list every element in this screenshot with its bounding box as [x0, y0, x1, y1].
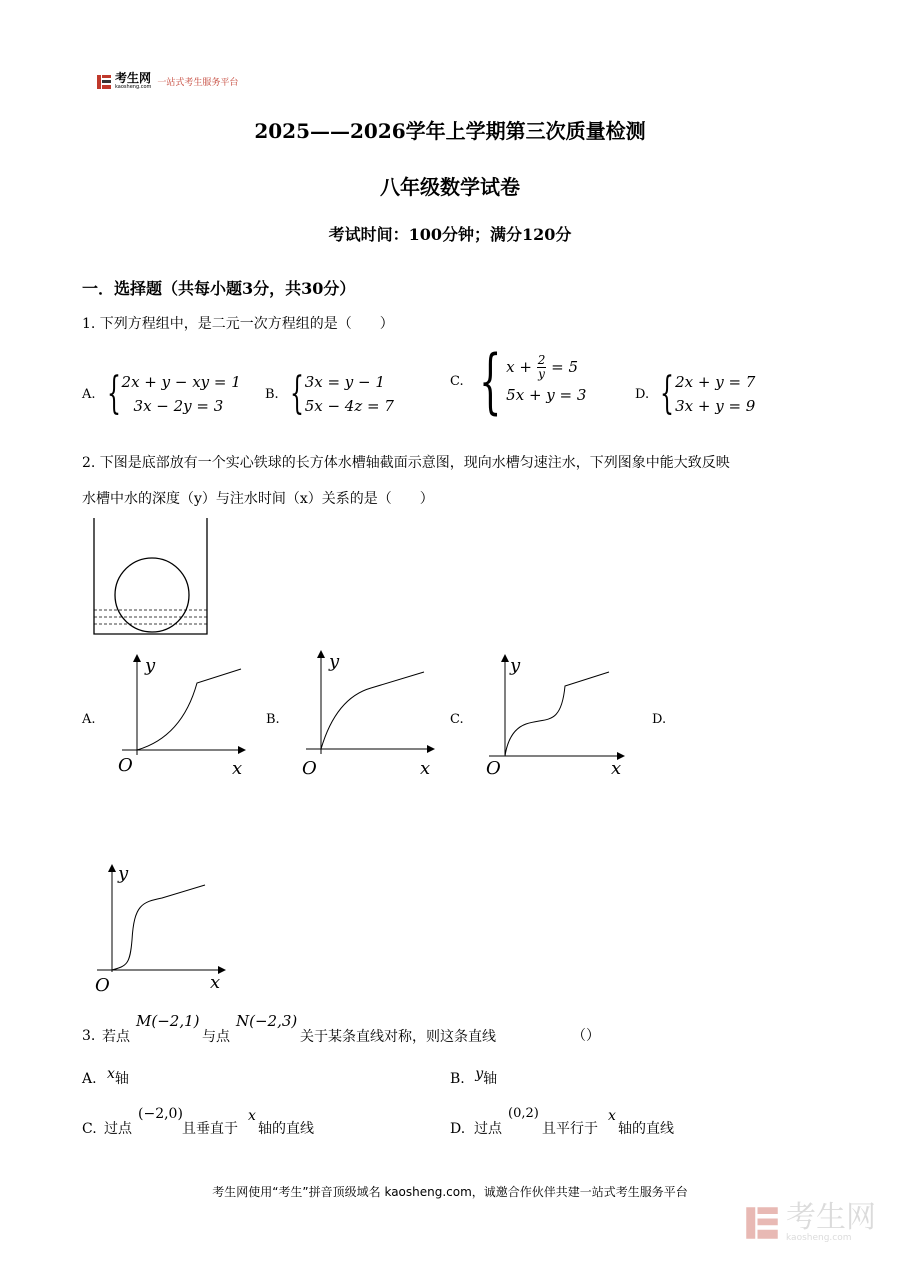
q1-option-c-label: C.	[450, 373, 464, 389]
iron-ball	[115, 558, 189, 632]
section-heading: 一．选择题（共每小题3分，共30分）	[82, 279, 356, 298]
origin-label: O	[95, 975, 110, 995]
q1-option-d-system	[675, 370, 755, 418]
logo-text: 考生网 kaosheng.com	[115, 71, 152, 90]
q3-number: 3.	[82, 1028, 96, 1044]
equation: 3x = y − 1	[304, 373, 385, 391]
x-label: x	[232, 758, 243, 777]
q1-option-d[interactable]	[635, 370, 755, 418]
q1-option-b-system	[305, 370, 394, 418]
equation: 3x − 2y = 3	[133, 397, 224, 415]
brace-icon: {	[478, 340, 502, 422]
q1-stem: 1. 下列方程组中，是二元一次方程组的是（ ）	[82, 316, 394, 332]
q1-option-c-system	[506, 353, 586, 410]
equation: 5x − 4z = 7	[304, 397, 394, 415]
curve	[137, 669, 241, 750]
y-label: y	[329, 651, 340, 672]
equation: 5x + y = 3	[506, 386, 587, 405]
curve	[505, 672, 609, 756]
q2-graph-d[interactable]	[92, 860, 227, 995]
q2-stem-line1: 2. 下图是底部放有一个实心铁球的长方体水槽轴截面示意图，现向水槽匀速注水，下列图象中能大致反映	[82, 455, 730, 471]
exam-subtitle: 八年级数学试卷	[380, 175, 520, 199]
logo-sub: kaosheng.com	[115, 84, 152, 90]
q2-graph-b[interactable]	[296, 648, 436, 777]
equation: x + $\frac{2}{y} = 5$	[506, 353, 579, 382]
watermark-logo-icon	[744, 1205, 780, 1241]
watermark	[744, 1200, 876, 1243]
q2-graph-c[interactable]	[481, 652, 626, 777]
exam-info: 考试时间：100分钟；满分120分	[328, 225, 572, 244]
curve	[321, 672, 424, 749]
footer-text: 考生网使用“考生”拼音顶级域名 kaosheng.com，诚邀合作伙伴共建一站式考生服务平台	[212, 1185, 688, 1199]
fraction: $\frac{2}{y}$	[537, 353, 546, 382]
equation: 3x + y = 9	[675, 397, 756, 415]
q2-option-b-label[interactable]: B.	[266, 712, 280, 727]
origin-label: O	[302, 758, 317, 777]
q1-option-a-label: A.	[82, 386, 96, 402]
y-label: y	[510, 655, 521, 676]
q2-option-c-label[interactable]: C.	[450, 712, 464, 727]
tank-walls	[94, 518, 207, 634]
q1-option-b-label: B.	[265, 386, 279, 402]
watermark-text: 考生网 kaosheng.com	[786, 1200, 876, 1243]
q3-stem: 3. 若点 M(−2,1) 与点 N(−2,3) 关于某条直线对称，则这条直线 （）	[82, 1012, 600, 1045]
point-n: N(−2,3)	[236, 1012, 298, 1030]
point-m: M(−2,1)	[136, 1012, 200, 1030]
q2-stem-line2: 水槽中水的深度（y）与注水时间（x）关系的是（ ）	[82, 491, 434, 507]
q2-graph-a[interactable]	[112, 652, 252, 777]
q1-option-d-label: D.	[635, 386, 650, 402]
slogan: 一站式考生服务平台	[157, 78, 239, 88]
x-label: x	[210, 972, 221, 993]
q3-option-c[interactable]: C. 过点 (−2,0) 且垂直于 x 轴的直线	[82, 1106, 314, 1137]
brace-icon: {	[289, 368, 304, 419]
q1-option-b[interactable]	[265, 370, 394, 418]
q1-option-a-system	[122, 370, 241, 418]
q2-option-a-label[interactable]: A.	[82, 712, 96, 727]
q3-option-b[interactable]: B. y轴	[450, 1066, 498, 1087]
equation: 2x + y = 7	[675, 373, 756, 391]
q1-option-c[interactable]	[450, 340, 587, 422]
q1-option-a[interactable]	[82, 370, 241, 418]
y-label: y	[118, 863, 129, 884]
exam-title: 2025——2026学年上学期第三次质量检测	[254, 119, 646, 143]
logo-icon	[96, 74, 112, 90]
x-label: x	[420, 758, 431, 777]
q3-option-a[interactable]: A. x轴	[82, 1066, 129, 1087]
answer-paren: （）	[572, 1028, 600, 1044]
equation: 2x + y − xy = 1	[121, 373, 241, 391]
origin-label: O	[118, 755, 133, 776]
brand-logo	[96, 73, 238, 90]
x-label: x	[611, 758, 622, 777]
q2-option-d-label[interactable]: D.	[652, 712, 667, 727]
y-label: y	[145, 655, 156, 676]
watermark-sub: kaosheng.com	[786, 1233, 852, 1243]
curve	[112, 885, 205, 970]
tank-diagram	[90, 516, 212, 638]
origin-label: O	[486, 758, 501, 777]
q3-option-d[interactable]: D. 过点 (0,2) 且平行于 x 轴的直线	[450, 1106, 674, 1137]
brace-icon: {	[106, 368, 121, 419]
brace-icon: {	[660, 368, 675, 419]
